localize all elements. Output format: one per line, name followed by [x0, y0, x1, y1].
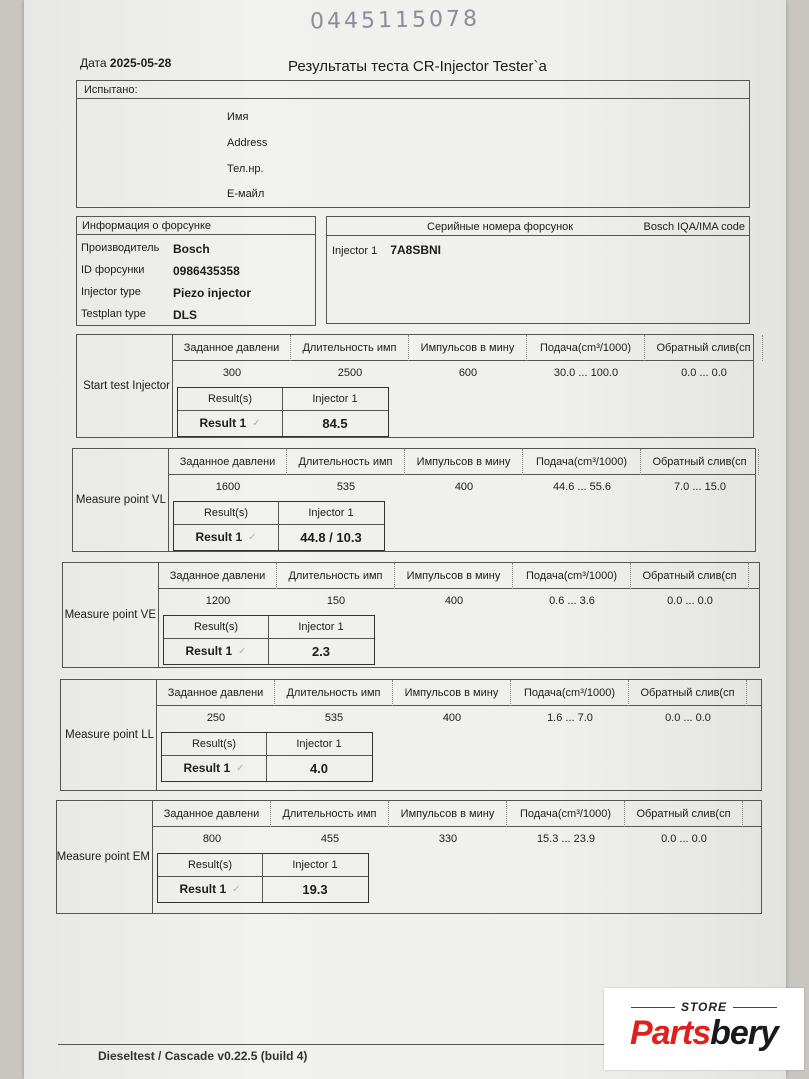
value-pulses: 400: [454, 481, 474, 493]
injector-header: Injector 1: [298, 621, 344, 633]
measure-header-row: [173, 335, 753, 361]
measure-header-row: [169, 449, 755, 475]
result-label-cell: [164, 638, 268, 664]
value-pulses: 400: [444, 595, 464, 607]
date-value: 2025-05-28: [109, 56, 172, 70]
result-label: Result 1: [185, 644, 233, 658]
result-label: Result 1: [195, 530, 243, 544]
result-label-cell: [174, 524, 278, 550]
value-return: 0.0 ... 0.0: [681, 367, 727, 379]
column-header: Заданное давлени: [173, 335, 291, 361]
value-delivery: 30.0 ... 100.0: [553, 367, 619, 379]
column-header: Заданное давлени: [169, 449, 287, 475]
check-icon: ✓: [232, 883, 241, 895]
column-header: Обратный слив(сп: [641, 449, 759, 475]
injector-header: Injector 1: [312, 393, 358, 405]
value-return: 0.0 ... 0.0: [667, 595, 713, 607]
value-duration: 150: [326, 595, 346, 607]
info-row-testplan: [81, 308, 197, 322]
result-value: 19.3: [302, 881, 328, 897]
info-value: Bosch: [173, 242, 210, 256]
logo-name-part1: Parts: [630, 1014, 711, 1052]
value-return: 0.0 ... 0.0: [661, 833, 707, 845]
measure-point-name: Start test Injector: [77, 335, 173, 437]
partsbery-logo: [604, 988, 804, 1070]
value-duration: 535: [324, 712, 344, 724]
handwritten-note: 0445115078: [309, 6, 481, 35]
measure-block: [76, 334, 754, 438]
measure-header-row: [159, 563, 759, 589]
injector-info-box: [76, 216, 316, 326]
column-header: Заданное давлени: [157, 680, 275, 706]
logo-name-part2: bery: [710, 1014, 778, 1052]
value-return: 7.0 ... 15.0: [674, 481, 726, 493]
result-table-header: [158, 854, 368, 877]
page-title: Результаты теста CR-Injector Tester`a: [288, 58, 547, 75]
results-header: Result(s): [193, 621, 238, 633]
footer-divider: [58, 1044, 618, 1045]
result-table-body: [164, 638, 374, 664]
result-table-header: [174, 502, 384, 525]
info-label: ID форсунки: [81, 264, 145, 276]
value-delivery: 15.3 ... 23.9: [536, 833, 596, 845]
value-pressure: 1200: [205, 595, 231, 607]
column-header: Подача(cm³/1000): [523, 449, 641, 475]
result-table-body: [162, 755, 372, 781]
date: [80, 56, 171, 70]
column-header: Обратный слив(сп: [645, 335, 763, 361]
field-name: Имя: [227, 111, 249, 123]
info-row-type: [81, 286, 252, 300]
measure-header-row: [153, 801, 761, 827]
value-delivery: 44.6 ... 55.6: [552, 481, 612, 493]
info-value: DLS: [173, 308, 197, 322]
result-label: Result 1: [199, 416, 247, 430]
result-table-header: [178, 388, 388, 411]
field-address: Address: [227, 137, 268, 149]
value-pulses: 330: [438, 833, 458, 845]
result-label: Result 1: [179, 882, 227, 896]
result-table: [177, 387, 389, 437]
measure-point-name: Measure point VE: [63, 563, 159, 667]
column-header: Импульсов в мину: [393, 680, 511, 706]
info-value: 0986435358: [173, 264, 240, 278]
result-table-header: [164, 616, 374, 639]
check-icon: ✓: [236, 762, 245, 774]
results-header: Result(s): [203, 507, 248, 519]
result-table-body: [174, 524, 384, 550]
measure-point-name: Measure point LL: [61, 680, 157, 790]
tested-section: [76, 80, 750, 208]
result-label-cell: [158, 876, 262, 902]
column-header: Импульсов в мину: [409, 335, 527, 361]
injector-header: Injector 1: [292, 859, 338, 871]
result-value: 4.0: [309, 760, 329, 776]
column-header: Длительность имп: [275, 680, 393, 706]
serial-value: 7A8SBNI: [390, 243, 441, 257]
injector-header: Injector 1: [308, 507, 354, 519]
column-header: Длительность имп: [291, 335, 409, 361]
info-row-id: [81, 264, 240, 278]
serial-injector-label: Injector 1: [332, 245, 378, 257]
info-row-manufacturer: [81, 242, 210, 256]
serials-header: [327, 217, 749, 236]
value-duration: 535: [336, 481, 356, 493]
value-pulses: 400: [442, 712, 462, 724]
value-pulses: 600: [458, 367, 478, 379]
column-header: Длительность имп: [287, 449, 405, 475]
check-icon: ✓: [248, 531, 257, 543]
value-pressure: 300: [222, 367, 242, 379]
result-table: [157, 853, 369, 903]
serials-title: Серийные номера форсунок: [427, 221, 574, 233]
value-duration: 455: [320, 833, 340, 845]
column-header: Обратный слив(сп: [625, 801, 743, 827]
result-table-body: [158, 876, 368, 902]
result-table-header: [162, 733, 372, 756]
result-label-cell: [178, 410, 282, 436]
result-label: Result 1: [183, 761, 231, 775]
measure-point-name: Measure point EM: [57, 801, 153, 913]
injector-header: Injector 1: [296, 738, 342, 750]
date-label: Дата: [80, 56, 107, 70]
info-label: Injector type: [81, 286, 141, 298]
results-header: Result(s): [187, 859, 232, 871]
footer-version: Dieseltest / Cascade v0.22.5 (build 4): [98, 1049, 308, 1063]
column-header: Обратный слив(сп: [629, 680, 747, 706]
results-header: Result(s): [191, 738, 236, 750]
logo-name: [604, 1014, 804, 1053]
column-header: Подача(cm³/1000): [513, 563, 631, 589]
value-duration: 2500: [337, 367, 363, 379]
value-pressure: 800: [202, 833, 222, 845]
results-header: Result(s): [207, 393, 252, 405]
column-header: Подача(cm³/1000): [511, 680, 629, 706]
column-header: Импульсов в мину: [389, 801, 507, 827]
column-header: Подача(cm³/1000): [527, 335, 645, 361]
column-header: Заданное давлени: [153, 801, 271, 827]
value-return: 0.0 ... 0.0: [665, 712, 711, 724]
column-header: Заданное давлени: [159, 563, 277, 589]
measure-block: [60, 679, 762, 791]
measure-block: [56, 800, 762, 914]
info-value: Piezo injector: [173, 286, 252, 300]
value-pressure: 1600: [215, 481, 241, 493]
check-icon: ✓: [252, 417, 261, 429]
measure-header-row: [157, 680, 761, 706]
logo-store-text: STORE: [604, 1000, 804, 1014]
result-label-cell: [162, 755, 266, 781]
value-delivery: 0.6 ... 3.6: [549, 595, 595, 607]
result-value: 44.8 / 10.3: [300, 529, 362, 545]
column-header: Подача(cm³/1000): [507, 801, 625, 827]
serials-box: [326, 216, 750, 324]
iqa-code-title: Bosch IQA/IMA code: [643, 221, 745, 233]
measure-point-name: Measure point VL: [73, 449, 169, 551]
result-value: 2.3: [311, 643, 331, 659]
result-table: [173, 501, 385, 551]
measure-block: [72, 448, 756, 552]
column-header: Длительность имп: [277, 563, 395, 589]
tested-label: Испытано:: [77, 81, 749, 99]
field-phone: Тел.нр.: [227, 163, 264, 175]
result-table: [163, 615, 375, 665]
injector-info-title: Информация о форсунке: [77, 217, 315, 235]
result-value: 84.5: [322, 415, 348, 431]
result-table: [161, 732, 373, 782]
measure-block: [62, 562, 760, 668]
value-delivery: 1.6 ... 7.0: [547, 712, 593, 724]
result-table-body: [178, 410, 388, 436]
column-header: Обратный слив(сп: [631, 563, 749, 589]
column-header: Импульсов в мину: [405, 449, 523, 475]
field-email: E-майл: [227, 188, 265, 200]
serial-row: [332, 243, 441, 257]
info-label: Производитель: [81, 242, 160, 254]
column-header: Длительность имп: [271, 801, 389, 827]
info-label: Testplan type: [81, 308, 146, 320]
column-header: Импульсов в мину: [395, 563, 513, 589]
value-pressure: 250: [206, 712, 226, 724]
check-icon: ✓: [238, 645, 247, 657]
